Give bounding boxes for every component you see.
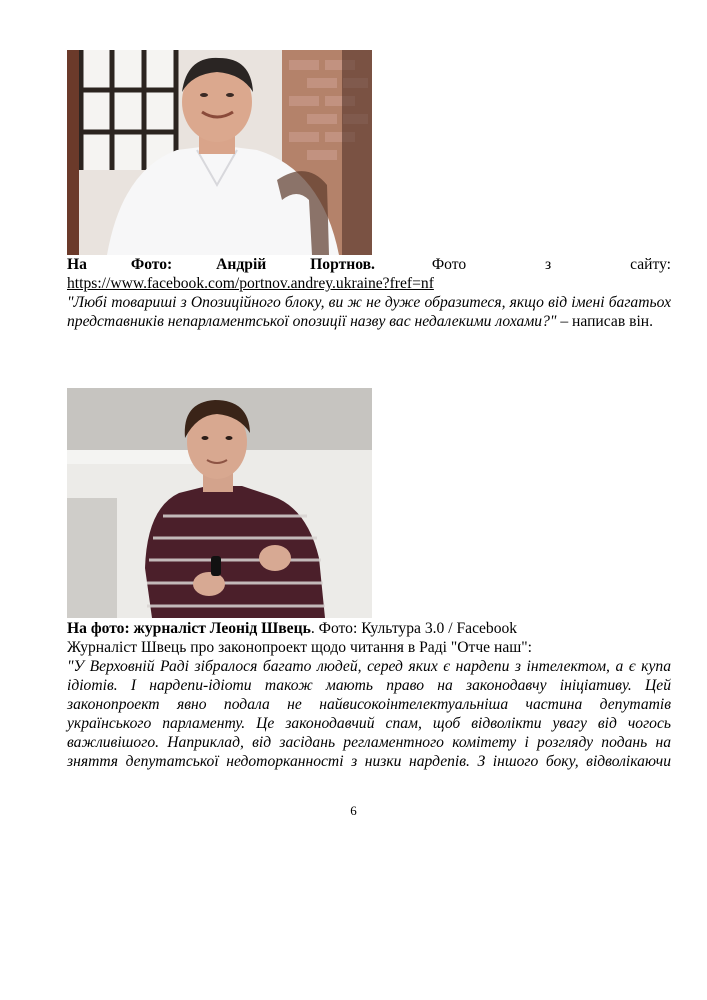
portrait-photo-portnov-image [67, 50, 372, 255]
portrait-photo-portnov [67, 50, 372, 255]
photo2-caption-plain: . Фото: Культура 3.0 / Facebook [310, 620, 518, 637]
portrait-photo-shvets-image [67, 388, 372, 618]
photo2-caption-bold: На фото: журналіст Леонід Швець [67, 620, 311, 637]
quote1-text: "Любі товариші з Опозиційного блоку, ви ж не дуже образитеся, якщо від імені багатьох представників непарламентської опозиції назву вас недалекими лохами?" [67, 294, 671, 330]
page-number: 6 [350, 803, 357, 818]
intro2-text: Журналіст Швець про законопроект щодо читання в Раді "Отче наш": [67, 639, 532, 656]
quote2-text: "У Верховній Раді зібралося багато людей, серед яких є нардепи з інтелектом, а є купа ідіотів. І нардепи-ідіоти також мають право на законодавчу ініціативу. Цей законопроект явно подала не найвисокоінтелектуальніша частина депутатів українського парламенту. Це законодавчий спам, щоб відволікти увагу від чогось важливішого. Наприклад, від засідань регламентного комітету і розгляду подань на зняття депутатської недоторканності з низки нардепів. З іншого боку, відволікаючи [67, 658, 671, 770]
photo1-caption-bold: На Фото: Андрій Портнов. [67, 256, 375, 273]
photo1-caption-plain: Фото з сайту: [431, 256, 671, 273]
quote1-tail: – написав він. [556, 313, 654, 330]
photo1-caption [67, 255, 671, 331]
portrait-photo-shvets [67, 388, 372, 618]
photo2-caption-section [67, 619, 671, 771]
photo1-source-link[interactable]: https://www.facebook.com/portnov.andrey.ukraine?fref=nf [67, 275, 434, 292]
